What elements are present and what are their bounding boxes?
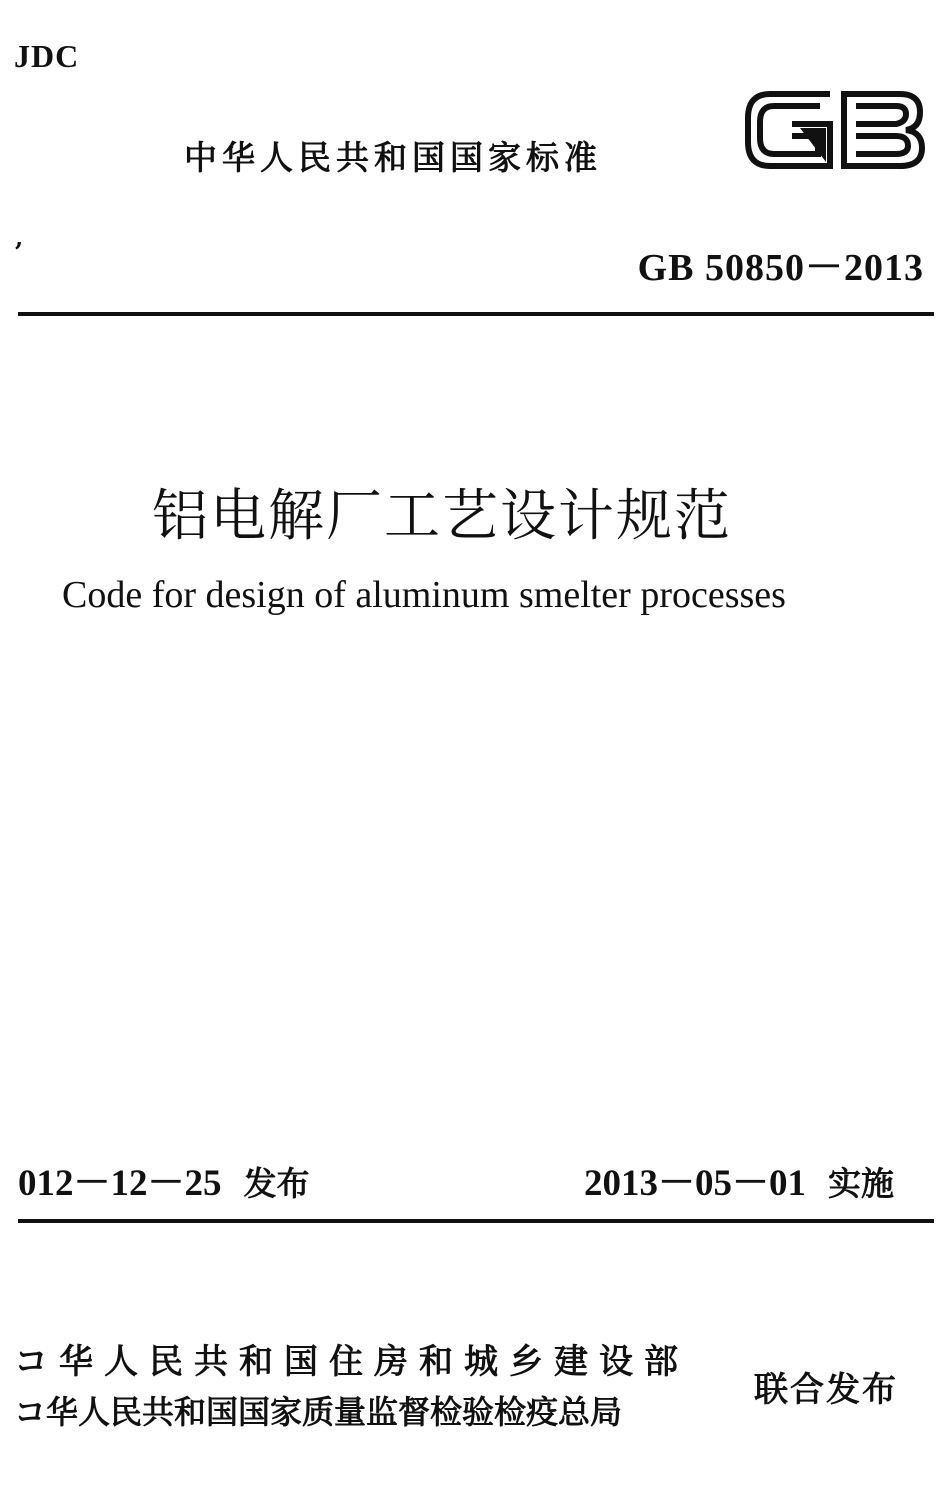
publisher-line-1: コ华人民共和国住房和城乡建设部	[14, 1342, 689, 1382]
implement-label: 实施	[828, 1164, 894, 1203]
issue-label: 发布	[243, 1164, 310, 1203]
issue-date-block	[18, 1152, 310, 1206]
gb-logo-icon	[740, 84, 926, 176]
publisher-line-2: コ华人民共和国国家质量监督检验检疫总局	[14, 1393, 623, 1431]
margin-mark: ’	[14, 238, 24, 268]
joint-publish-label: 联合发布	[754, 1370, 898, 1410]
series-title: 中华人民共和国国家标准	[184, 138, 602, 177]
bottom-divider	[18, 1219, 934, 1223]
title-chinese: 铝电解厂工艺设计规范	[152, 484, 732, 549]
title-english: Code for design of aluminum smelter processes	[62, 574, 786, 616]
udc-label: JDC	[14, 38, 80, 74]
implement-date-block	[584, 1152, 894, 1206]
standard-number: GB 50850－2013	[637, 247, 924, 289]
top-divider	[18, 312, 934, 316]
issue-date: 012－12－25	[18, 1163, 222, 1204]
implement-date: 2013－05－01	[584, 1163, 806, 1204]
